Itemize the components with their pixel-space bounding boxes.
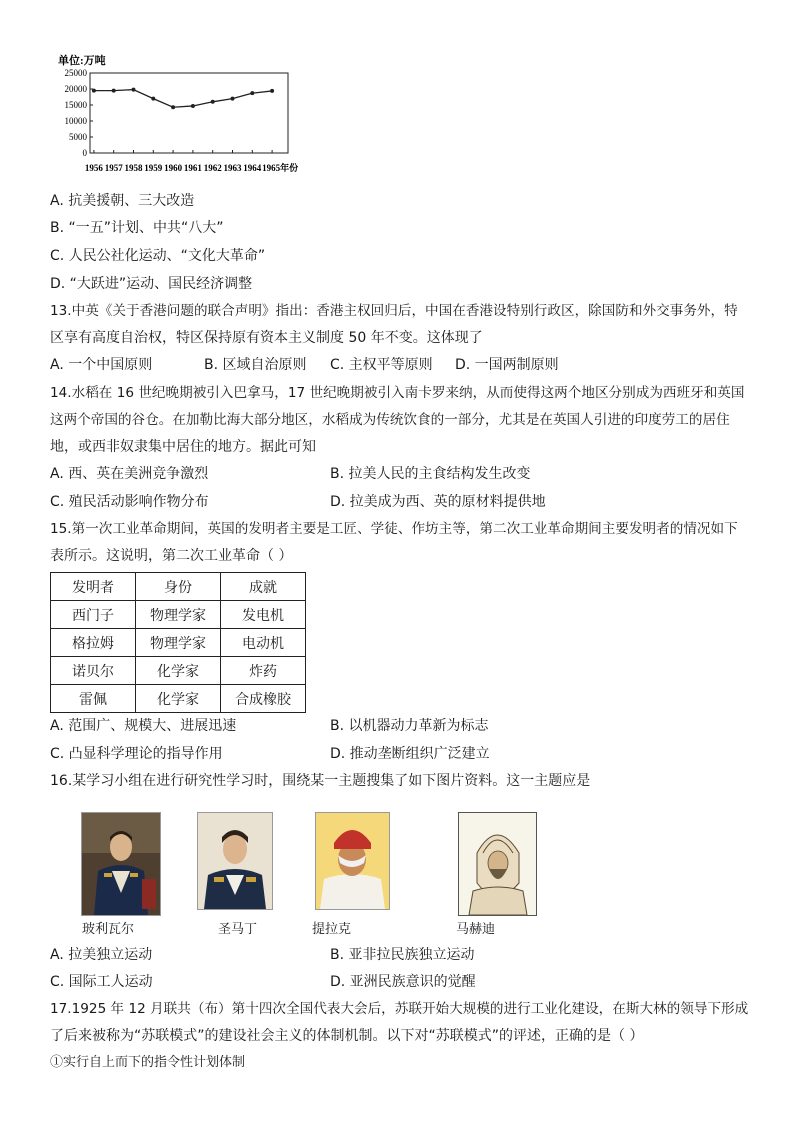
chart-series-line (94, 90, 272, 108)
table-cell: 雷佩 (51, 685, 136, 713)
table-row (51, 657, 306, 685)
table-cell: 炸药 (221, 657, 306, 685)
data-point (191, 104, 195, 108)
q13-stem-line-1: 13.中英《关于香港问题的联合声明》指出：香港主权回归后，中国在香港设特别行政区，除国防和外交事务外，特 (50, 303, 738, 319)
q16-option-b: B. 亚非拉民族独立运动 (330, 947, 475, 963)
chart-unit-label: 单位:万吨 (58, 55, 106, 67)
data-point (231, 97, 235, 101)
q13-option-b: B. 区域自治原则 (204, 357, 307, 373)
q14-option-a: A. 西、英在美洲竞争激烈 (50, 466, 209, 482)
q12-option-a: A. 抗美援朝、三大改造 (50, 193, 195, 209)
portrait-tilak-image (315, 812, 390, 910)
portrait-caption-bolivar: 玻利瓦尔 (82, 922, 135, 937)
table-cell: 西门子 (51, 601, 136, 629)
table-cell: 物理学家 (136, 601, 221, 629)
portrait-san-martin-image (197, 812, 273, 910)
grain-output-line-chart (50, 50, 320, 182)
q13-option-a: A. 一个中国原则 (50, 357, 153, 373)
q16-option-d: D. 亚洲民族意识的觉醒 (330, 974, 476, 990)
q15-stem-line-2: 表所示。这说明，第二次工业革命（ ） (50, 548, 293, 564)
inventors-table (50, 572, 306, 713)
table-cell: 化学家 (136, 657, 221, 685)
chart-plot-frame (90, 73, 288, 153)
x-tick-label: 1965年份 (262, 163, 299, 173)
data-point (211, 100, 215, 104)
table-cell: 格拉姆 (51, 629, 136, 657)
data-point (132, 88, 136, 92)
portrait-caption-san-martin: 圣马丁 (218, 922, 258, 937)
table-cell: 物理学家 (136, 629, 221, 657)
table-cell: 合成橡胶 (221, 685, 306, 713)
y-tick-label: 10000 (64, 116, 87, 126)
q12-option-c: C. 人民公社化运动、“文化大革命” (50, 248, 266, 264)
x-tick-label: 1964 (243, 163, 262, 173)
q13-option-d: D. 一国两制原则 (455, 357, 559, 373)
q15-option-a: A. 范围广、规模大、进展迅速 (50, 718, 237, 734)
q17-stem-line-2: 了后来被称为“苏联模式”的建设社会主义的体制机制。以下对“苏联模式”的评述，正确的是（ ） (50, 1028, 644, 1044)
table-row (51, 685, 306, 713)
q12-option-d: D. “大跃进”运动、国民经济调整 (50, 276, 253, 292)
data-point (112, 89, 116, 93)
q15-option-b: B. 以机器动力革新为标志 (330, 718, 489, 734)
table-cell: 电动机 (221, 629, 306, 657)
q16-option-c: C. 国际工人运动 (50, 974, 153, 990)
q17-statement-1: ①实行自上而下的指令性计划体制 (50, 1055, 246, 1070)
q15-stem-line-1: 15.第一次工业革命期间，英国的发明者主要是工匠、学徒、作坊主等，第二次工业革命期间主要发明者的情况如下 (50, 521, 738, 537)
q13-option-c: C. 主权平等原则 (330, 357, 433, 373)
table-header-cell: 发明者 (51, 573, 136, 601)
table-header-cell: 身份 (136, 573, 221, 601)
q14-option-c: C. 殖民活动影响作物分布 (50, 494, 209, 510)
y-tick-label: 15000 (64, 100, 87, 110)
data-point (171, 105, 175, 109)
table-header-cell: 成就 (221, 573, 306, 601)
q12-option-b: B. “一五”计划、中共“八大” (50, 220, 224, 236)
x-tick-label: 1956 (84, 163, 103, 173)
portrait-mahdi-image (458, 812, 537, 916)
table-row (51, 629, 306, 657)
portrait-bolivar-image (81, 812, 161, 916)
x-tick-label: 1961 (183, 163, 202, 173)
y-tick-label: 5000 (69, 132, 87, 142)
y-tick-label: 20000 (64, 84, 87, 94)
table-row (51, 601, 306, 629)
q14-stem-line-1: 14.水稻在 16 世纪晚期被引入巴拿马，17 世纪晚期被引入南卡罗来纳，从而使得这两个地区分别成为西班牙和英国 (50, 385, 745, 401)
q16-stem-line-1: 16.某学习小组在进行研究性学习时，围绕某一主题搜集了如下图片资料。这一主题应是 (50, 773, 591, 789)
data-point (270, 89, 274, 93)
x-tick-label: 1960 (164, 163, 183, 173)
y-tick-label: 25000 (64, 68, 87, 78)
table-cell: 化学家 (136, 685, 221, 713)
q16-option-a: A. 拉美独立运动 (50, 947, 153, 963)
table-header-row (51, 573, 306, 601)
x-tick-label: 1958 (124, 163, 143, 173)
q14-option-d: D. 拉美成为西、英的原材料提供地 (330, 494, 546, 510)
table-cell: 发电机 (221, 601, 306, 629)
x-tick-label: 1957 (104, 163, 123, 173)
data-point (92, 89, 96, 93)
q13-stem-line-2: 区享有高度自治权，特区保持原有资本主义制度 50 年不变。这体现了 (50, 330, 483, 346)
table-cell: 诺贝尔 (51, 657, 136, 685)
portrait-caption-tilak: 提拉克 (312, 922, 352, 937)
x-tick-label: 1959 (144, 163, 163, 173)
x-tick-label: 1963 (223, 163, 242, 173)
x-tick-label: 1962 (203, 163, 222, 173)
q14-stem-line-3: 地，或西非奴隶集中居住的地方。据此可知 (50, 439, 316, 455)
data-point (151, 97, 155, 101)
portrait-caption-mahdi: 马赫迪 (456, 922, 496, 937)
y-tick-label: 0 (82, 148, 87, 158)
q17-stem-line-1: 17.1925 年 12 月联共（布）第十四次全国代表大会后，苏联开始大规模的进行工业化建设，在斯大林的领导下形成 (50, 1001, 749, 1017)
data-point (250, 91, 254, 95)
q15-option-c: C. 凸显科学理论的指导作用 (50, 746, 223, 762)
q14-option-b: B. 拉美人民的主食结构发生改变 (330, 466, 531, 482)
q15-option-d: D. 推动垄断组织广泛建立 (330, 746, 490, 762)
q14-stem-line-2: 这两个帝国的谷仓。在加勒比海大部分地区，水稻成为传统饮食的一部分，尤其是在英国人引进的印度劳工的居住 (50, 412, 730, 428)
